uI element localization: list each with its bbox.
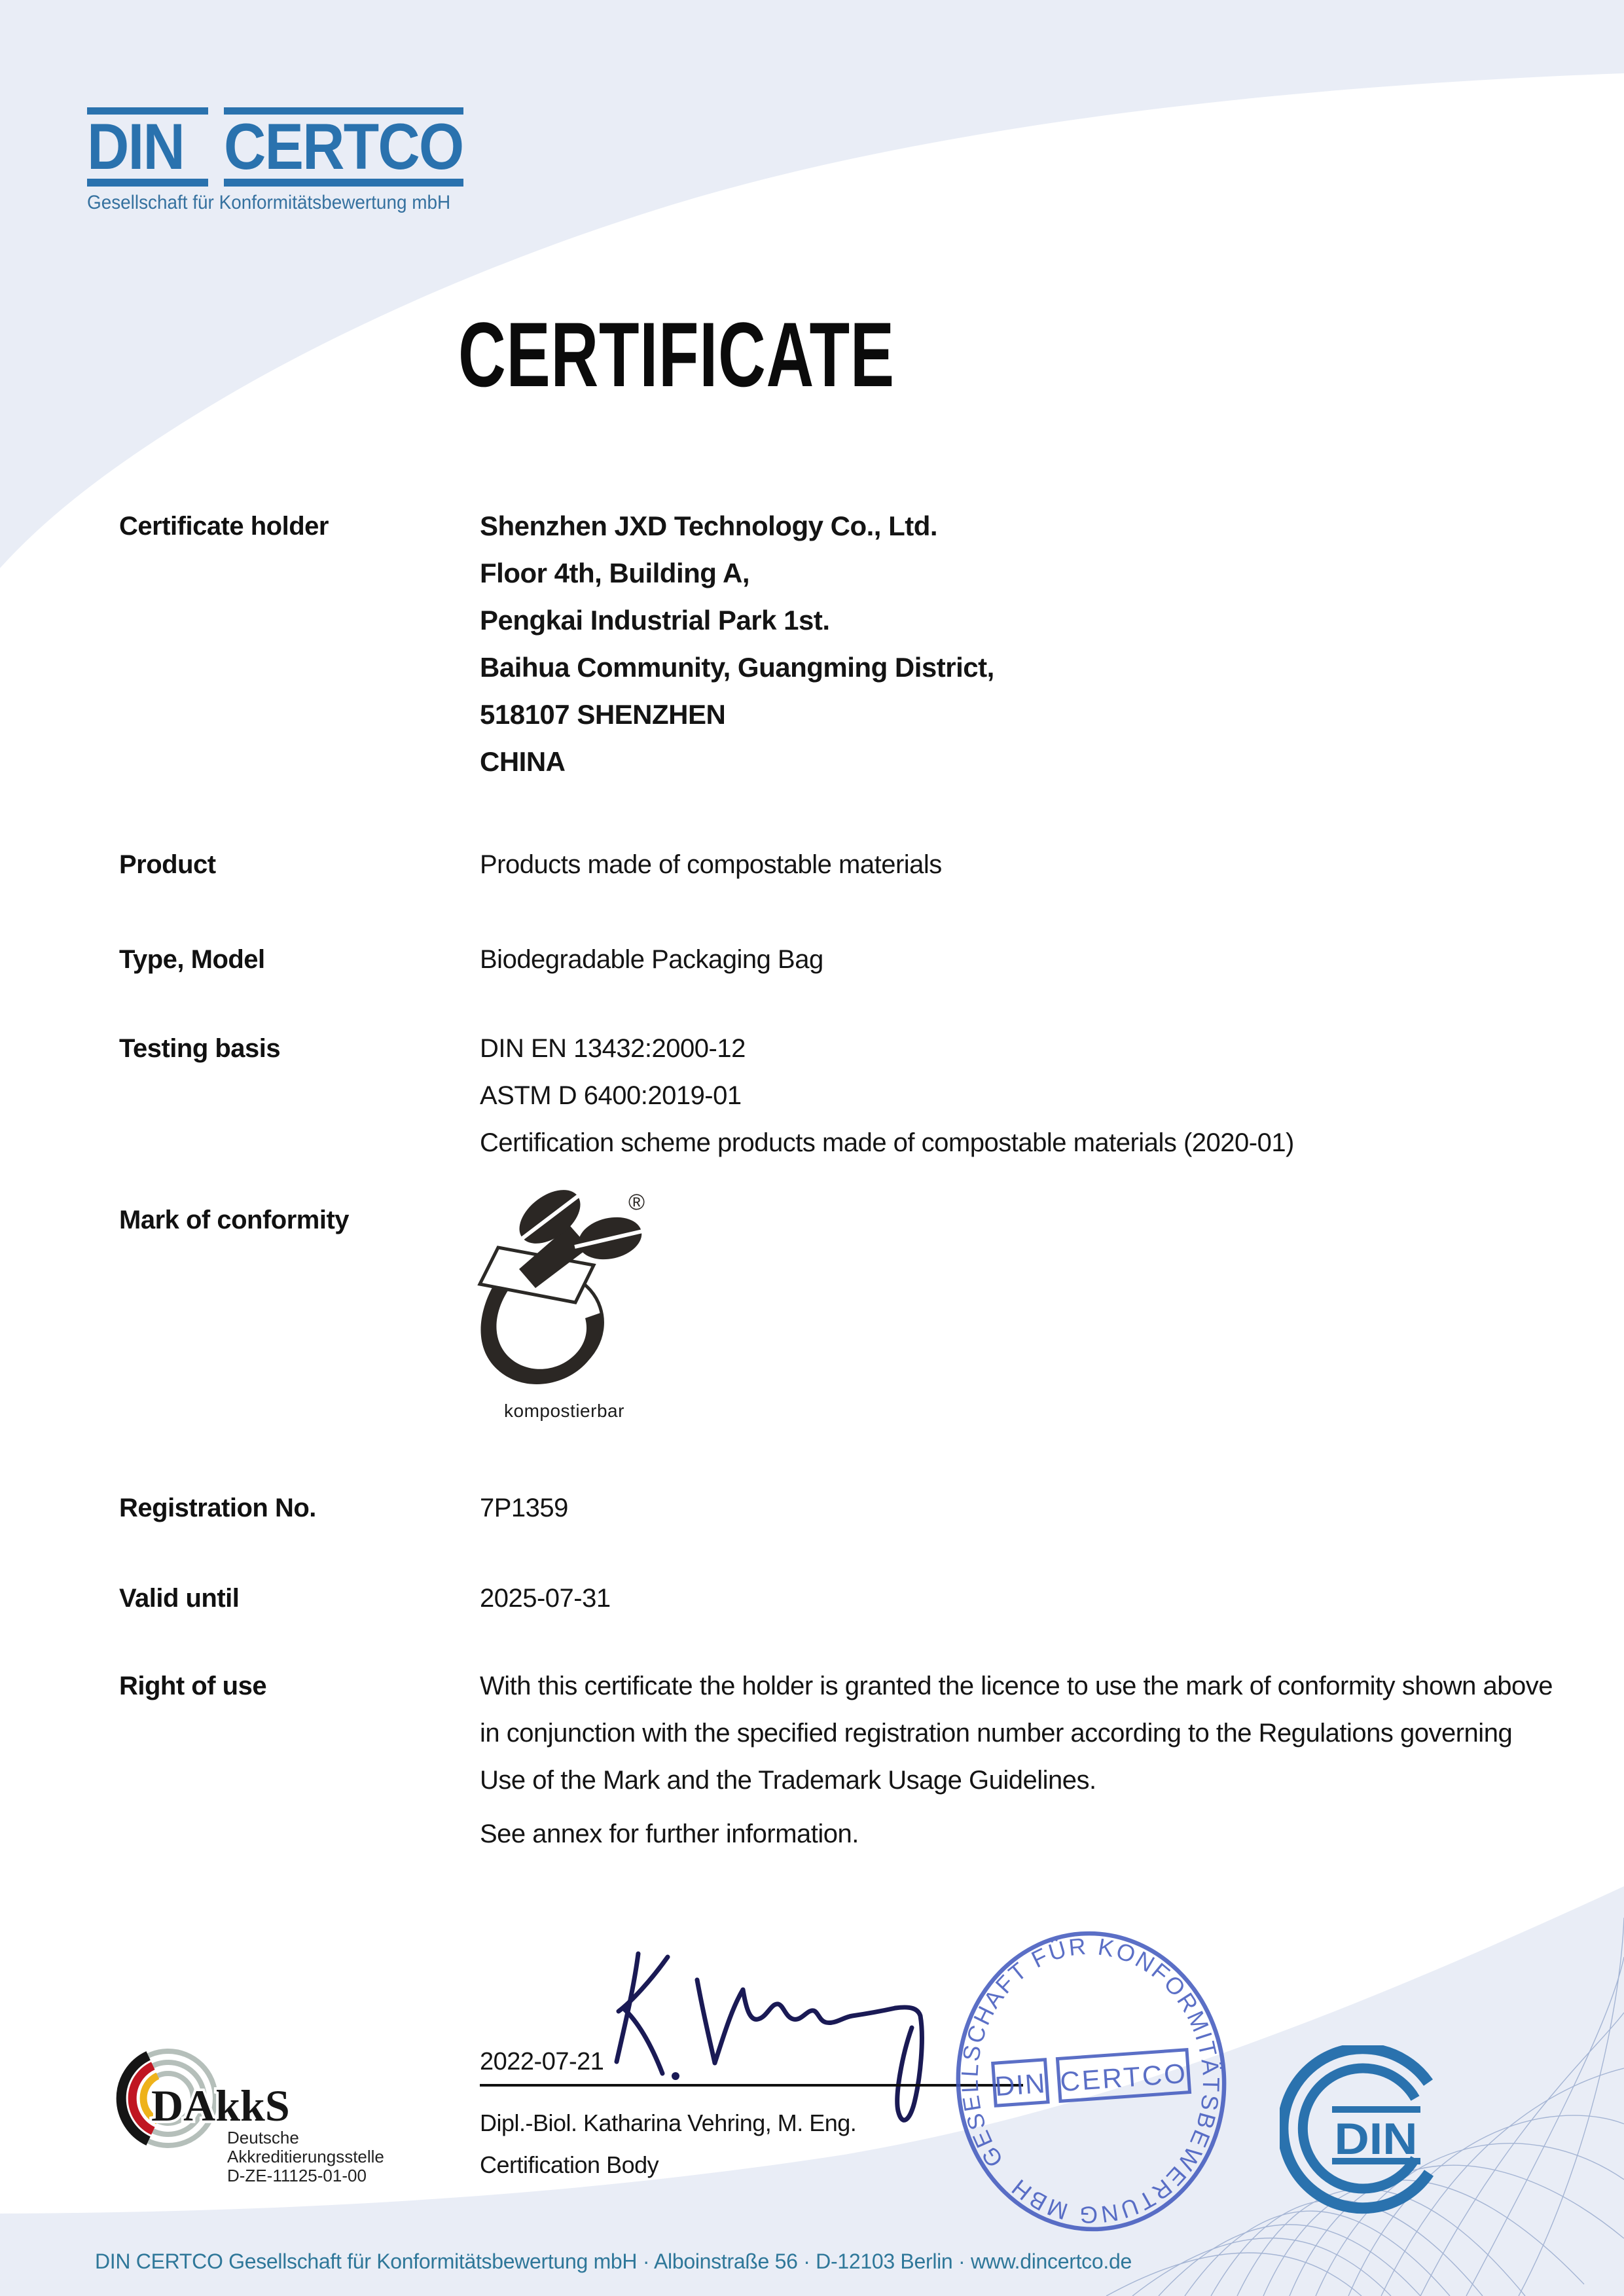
label-type-model: Type, Model: [119, 945, 265, 974]
mark-caption: kompostierbar: [504, 1401, 624, 1421]
value-valid-until: 2025-07-31: [480, 1584, 611, 1613]
din-certco-logo: [87, 107, 463, 187]
signature-date: 2022-07-21: [480, 2048, 604, 2075]
footer-address: DIN CERTCO Gesellschaft für Konformitätsbewertung mbH · Alboinstraße 56 · D-12103 Berlin · www.dincertco.de: [95, 2250, 1132, 2273]
registered-trademark-icon: ®: [628, 1190, 645, 1215]
stamp-box-din: DIN: [994, 2067, 1047, 2102]
dakks-line-3: D-ZE-11125-01-00: [227, 2166, 367, 2185]
value-type-model: Biodegradable Packaging Bag: [480, 945, 823, 974]
signature-rule: [480, 2084, 1023, 2087]
holder-line: Floor 4th, Building A,: [480, 558, 750, 588]
label-certificate-holder: Certificate holder: [119, 512, 329, 541]
holder-line: 518107 SHENZHEN: [480, 699, 726, 730]
value-testing-basis: [480, 1025, 1294, 1166]
holder-line: Baihua Community, Guangming District,: [480, 652, 994, 683]
stamp-box-certco: CERTCO: [1059, 2057, 1189, 2098]
label-right-of-use: Right of use: [119, 1672, 267, 1700]
dakks-logo: [108, 2037, 448, 2191]
signer-role: Certification Body: [480, 2151, 659, 2178]
label-testing-basis: Testing basis: [119, 1034, 281, 1063]
holder-line: Shenzhen JXD Technology Co., Ltd.: [480, 511, 938, 541]
value-certificate-holder: [480, 503, 994, 785]
compostable-seedling-mark: [471, 1186, 668, 1389]
signature-handwriting: [583, 1924, 962, 2134]
value-product: Products made of compostable materials: [480, 850, 942, 879]
logo-text-certco: CERTCO: [224, 110, 463, 183]
testing-basis-line: DIN EN 13432:2000-12: [480, 1034, 746, 1063]
din-certco-logo-part-din: [87, 107, 208, 187]
dakks-wordmark: DAkkS: [151, 2081, 290, 2130]
dakks-line-1: Deutsche: [227, 2128, 299, 2147]
label-product: Product: [119, 850, 216, 879]
holder-line: Pengkai Industrial Park 1st.: [480, 605, 830, 636]
value-registration-no: 7P1359: [480, 1494, 568, 1522]
din-certco-stamp: [952, 1928, 1231, 2235]
top-curve-shape: [0, 0, 1624, 568]
holder-line: CHINA: [480, 746, 566, 777]
stamp-ring-text: GESELLSCHAFT FÜR KONFORMITÄTSBEWERTUNG MBH: [956, 1932, 1225, 2229]
label-registration-no: Registration No.: [119, 1494, 316, 1522]
logo-subtitle: Gesellschaft für Konformitätsbewertung mbH: [87, 192, 451, 213]
din-certco-logo-part-certco: [224, 107, 463, 187]
dakks-line-2: Akkreditierungsstelle: [227, 2147, 384, 2166]
signer-name: Dipl.-Biol. Katharina Vehring, M. Eng.: [480, 2109, 857, 2136]
page-title: CERTIFICATE: [458, 303, 895, 406]
see-annex-note: See annex for further information.: [480, 1820, 859, 1848]
logo-text-din: DIN: [87, 110, 185, 183]
value-right-of-use: With this certificate the holder is granted the licence to use the mark of conformity shown above in conjunction with the specified registration number according to the Regulations governing Use of the Mark and the Trademark Usage Guidelines.: [480, 1672, 1553, 1795]
testing-basis-line: Certification scheme products made of compostable materials (2020-01): [480, 1128, 1294, 1157]
label-mark-of-conformity: Mark of conformity: [119, 1206, 350, 1234]
din-logo-text: DIN: [1334, 2114, 1418, 2164]
din-logo: [1280, 2045, 1449, 2214]
testing-basis-line: ASTM D 6400:2019-01: [480, 1081, 742, 1110]
label-valid-until: Valid until: [119, 1584, 240, 1613]
